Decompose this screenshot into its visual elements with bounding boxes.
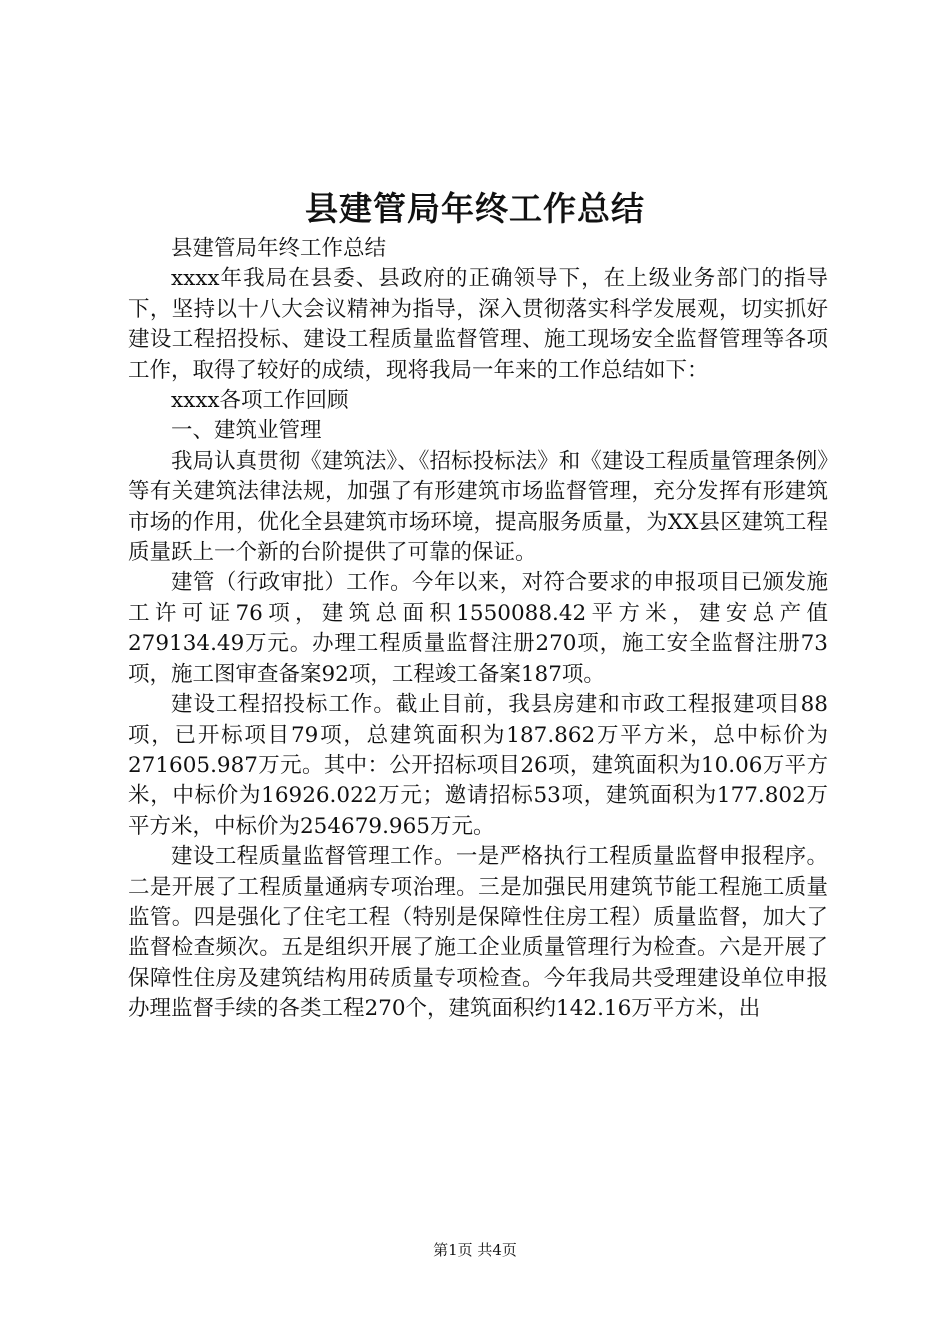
paragraph-construction-law: 我局认真贯彻《建筑法》、《招标投标法》和《建设工程质量管理条例》等有关建筑法律法规，加强了有形建筑市场监督管理，充分发挥有形建筑市场的作用，优化全县建筑市场环境，提高服务质量，为XX县区建筑工程质量跃上一个新的台阶提供了可靠的保证。 [128,448,828,566]
paragraph-administrative-approval: 建管（行政审批）工作。今年以来，对符合要求的申报项目已颁发施工许可证76项，建筑总面积1550088.42平方米，建安总产值279134.49万元。办理工程质量监督注册270项，施工安全监督注册73项，施工图审查备案92项，工程竣工备案187项。 [128,570,828,687]
page-number: 第1页 共4页 [433,1241,517,1259]
paragraph-subtitle: 县建管局年终工作总结 [171,236,387,261]
paragraph-bidding: 建设工程招投标工作。截止目前，我县房建和市政工程报建项目88项，已开标项目79项，总建筑面积为187.862万平方米，总中标价为271605.987万元。其中：公开招标项目26项，建筑面积为10.06万平方米，中标价为16926.022万元；邀请招标53项，建筑面积为177.802万平方米，中标价为254679.965万元。 [128,692,828,839]
paragraph-intro: xxxx年我局在县委、县政府的正确领导下，在上级业务部门的指导下，坚持以十八大会议精神为指导，深入贯彻落实科学发展观，切实抓好建设工程招投标、建设工程质量监督管理、施工现场安全监督管理等各项工作，取得了较好的成绩，现将我局一年来的工作总结如下： [128,266,828,383]
paragraph-quality-supervision: 建设工程质量监督管理工作。一是严格执行工程质量监督申报程序。二是开展了工程质量通病专项治理。三是加强民用建筑节能工程施工质量监管。四是强化了住宅工程（特别是保障性住房工程）质量监督，加大了监督检查频次。五是组织开展了施工企业质量管理行为检查。六是开展了保障性住房及建筑结构用砖质量专项检查。今年我局共受理建设单位申报办理监督手续的各类工程270个，建筑面积约142.16万平方米，出 [128,844,828,1022]
document-body [128,234,828,1025]
paragraph-section-heading: xxxx各项工作回顾 [171,388,349,414]
paragraph-subsection-heading: 一、建筑业管理 [171,418,322,444]
document-title: 县建管局年终工作总结 [305,189,645,228]
